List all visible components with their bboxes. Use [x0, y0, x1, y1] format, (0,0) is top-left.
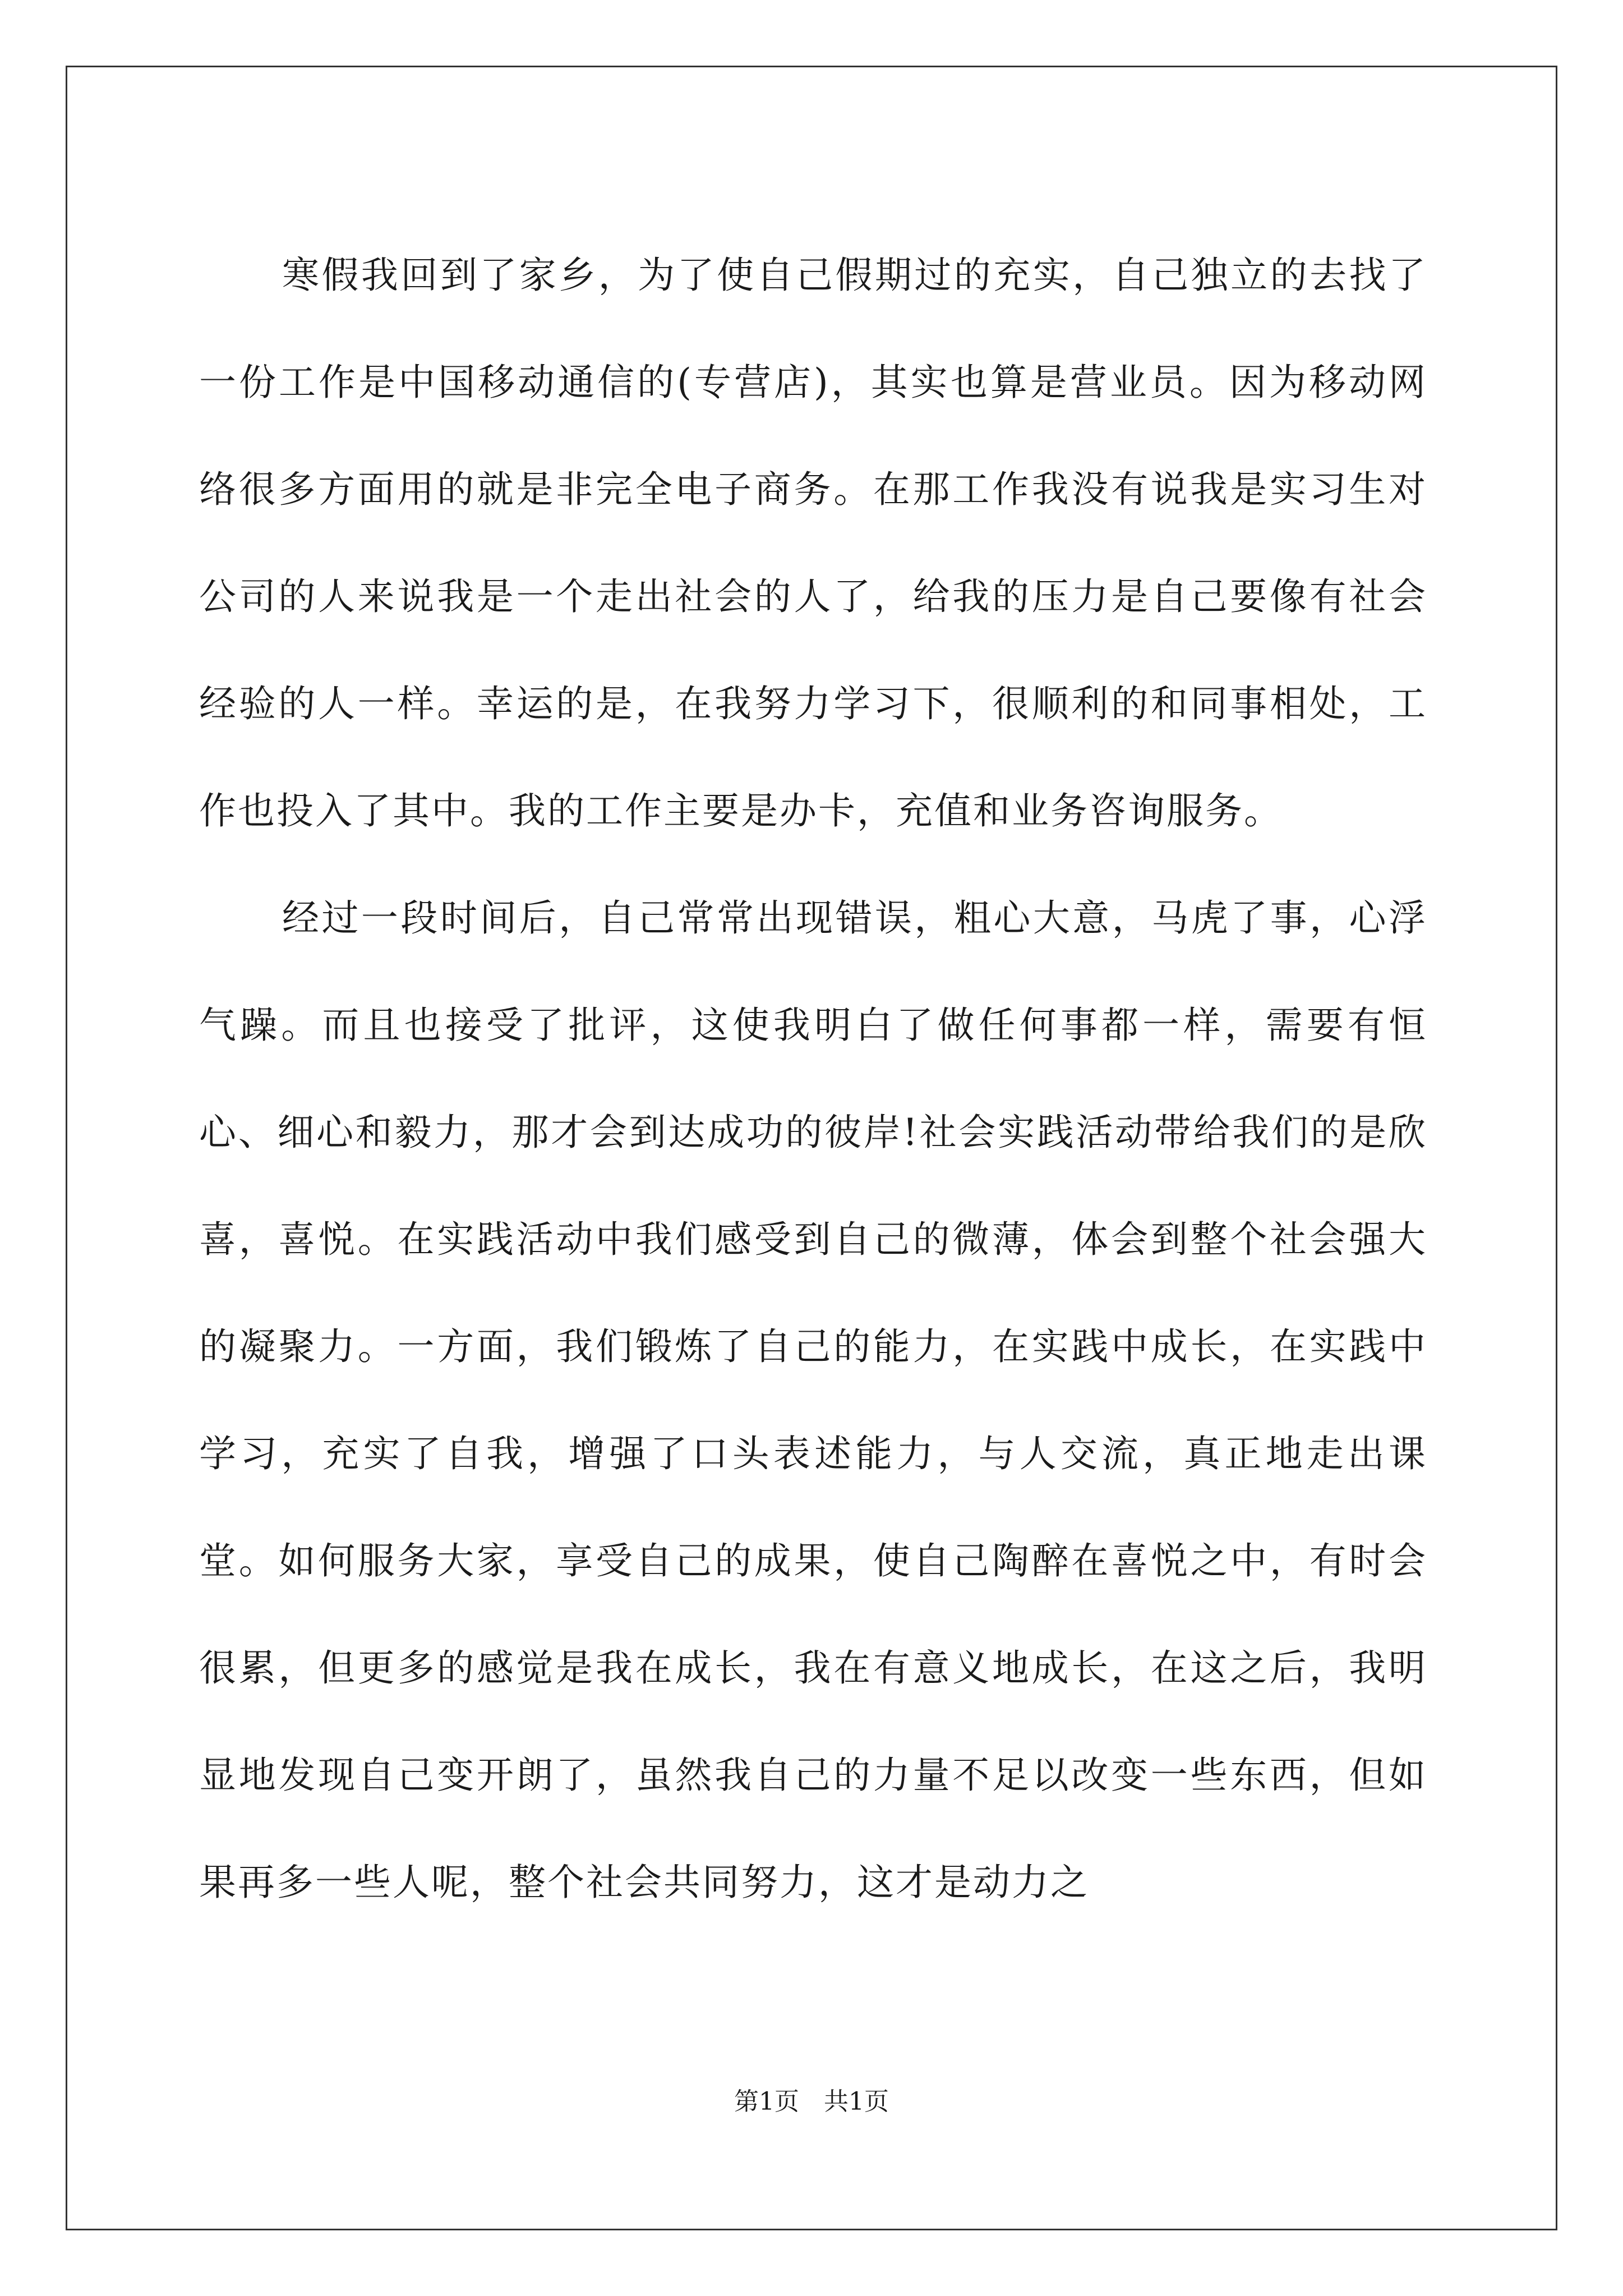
document-body	[199, 222, 1427, 1936]
paragraph-1: 寒假我回到了家乡，为了使自己假期过的充实，自己独立的去找了一份工作是中国移动通信的(专营店)，其实也算是营业员。因为移动网络很多方面用的就是非完全电子商务。在那工作我没有说我是实习生对公司的人来说我是一个走出社会的人了，给我的压力是自己要像有社会经验的人一样。幸运的是，在我努力学习下，很顺利的和同事相处，工作也投入了其中。我的工作主要是办卡，充值和业务咨询服务。	[199, 254, 1427, 832]
paragraph-2: 经过一段时间后，自己常常出现错误，粗心大意，马虎了事，心浮气躁。而且也接受了批评，这使我明白了做任何事都一样，需要有恒心、细心和毅力，那才会到达成功的彼岸!社会实践活动带给我们的是欣喜，喜悦。在实践活动中我们感受到自己的微薄，体会到整个社会强大的凝聚力。一方面，我们锻炼了自己的能力，在实践中成长，在实践中学习，充实了自我，增强了口头表述能力，与人交流，真正地走出课堂。如何服务大家，享受自己的成果，使自己陶醉在喜悦之中，有时会很累，但更多的感觉是我在成长，我在有意义地成长，在这之后，我明显地发现自己变开朗了，虽然我自己的力量不足以改变一些东西，但如果再多一些人呢，整个社会共同努力，这才是动力之	[199, 896, 1427, 1904]
page-number-footer: 第1页 共1页	[734, 2087, 889, 2116]
